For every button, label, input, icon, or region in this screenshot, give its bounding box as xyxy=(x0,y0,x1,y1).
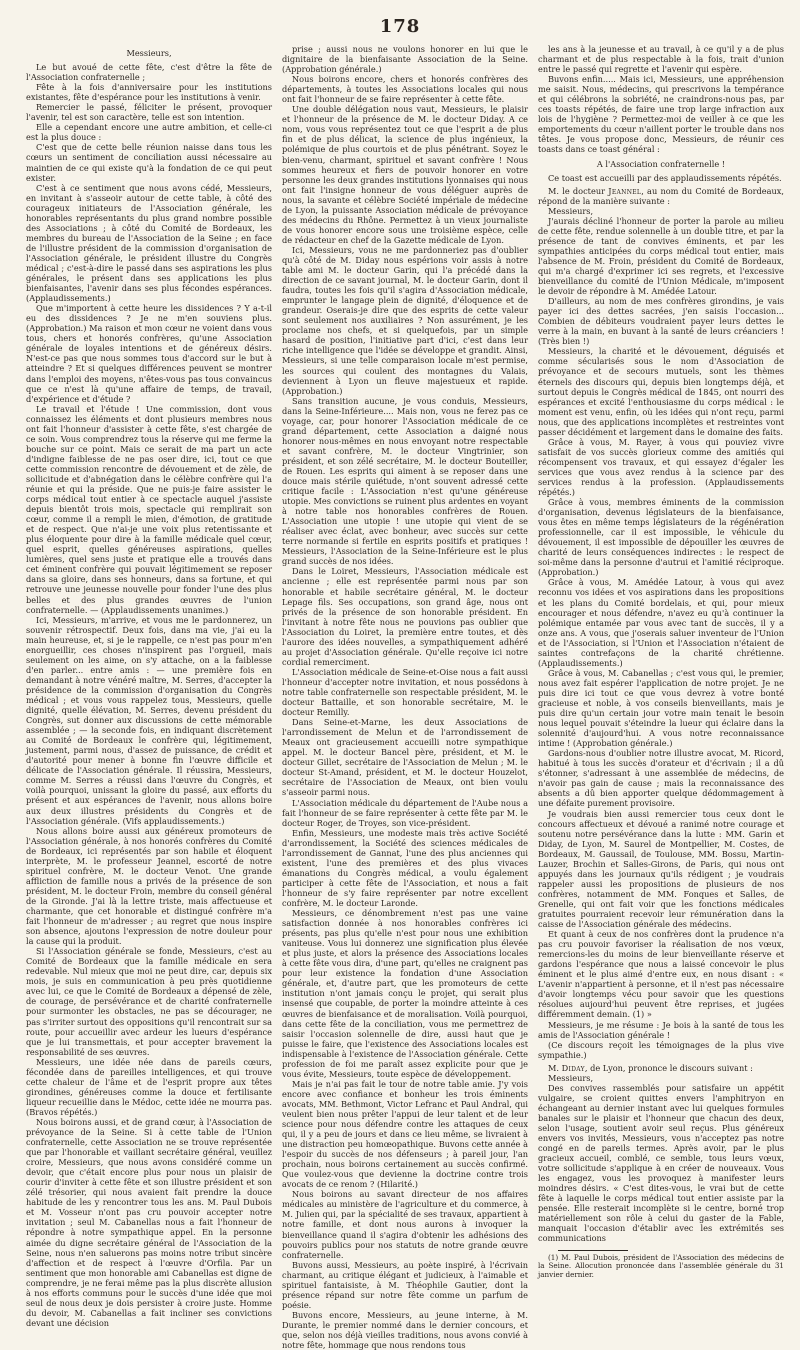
right-column-paragraph: Grâce à vous, M. Cabanellas ; c'est vous qui, le premier, nous avez fait espérer l'application de notre projet. Je ne puis dire ici tout ce que vous devrez à votre bonté gracieuse et noble, à vos conseils bienveillants, mais je puis dire qu'un certain jour votre main tenait le besoin nous lequel pouvait s'éteindre la lueur qui éclaire dans la solennité d'aujourd'hui. A vous notre reconnaissance intime ! (Approbation générale.) xyxy=(538,667,784,749)
right-column-paragraph: Gardons-nous d'oublier notre illustre avocat, M. Ricord, habitué à tous les succès d'orateur et d'écrivain ; il a dû s'étonner, s'adressant à une assemblée de médecins, de n'avoir pas gain de cause ; mais la reconnaissance des absents a dû bien apporter quelque dédommagement à une défaite purement provisoire. xyxy=(538,748,784,809)
middle-column-paragraph: Mais je n'ai pas fait le tour de notre table amie. J'y vois encore avec confiance et bonheur les trois éminents avocats, MM. Bethmont, Victor Lefranc et Paul Andral, qui veulent bien nous prêter l'appui de leur talent et de leur science pour nous défendre contre les attaques de ceux qui, il y a peu de jours et dans ce lieu même, se livraient à une distraction peu homœopathique. Buvons cette année à l'espoir du succès de nos défenseurs ; à pareil jour, l'an prochain, nous boirons certainement au succès confirmé. Que voulez-vous que devienne la doctrine contre trois avocats de ce renom ? (Hilarité.) xyxy=(282,1078,528,1190)
left-column-paragraph: Le but avoué de cette fête, c'est d'être la fête de l'Association confraternelle ; xyxy=(26,62,272,83)
right-column-paragraph: (Ce discours reçoit les témoignages de la plus vive sympathie.) xyxy=(538,1039,784,1060)
middle-column-paragraph: Sans transition aucune, je vous conduis, Messieurs, dans la Seine-Inférieure.... Mais non, vous ne ferez pas ce voyage, car, pour honorer l'Association médicale de ce grand département, cette Association a daigné nous honorer nous-mêmes en nous envoyant notre respectable et savant confrère, M. le docteur Vingtrinier, son président, et son zélé secrétaire, M. le docteur Bouteiller, de Rouen. Les esprits qui aiment à se reposer dans une douce mais stérile quiétude, n'ont souvent adressé cette critique facile : L'Association n'est qu'une généreuse utopie. Mes convictions se ruinent plus ardentes en voyant à notre table nos honorables confrères de Rouen. L'Association une utopie ! une utopie qui vient de se réaliser avec éclat, avec bonheur, avec succès sur cette terre normande si fertile en esprits positifs et pratiques ! Messieurs, l'Association de la Seine-Inférieure est le plus grand succès de nos idées. xyxy=(282,395,528,567)
left-column-paragraph: C'est que de cette belle réunion naisse dans tous les cœurs un sentiment de conciliation aussi nécessaire au maintien de ce qui existe qu'à la fondation de ce qui peut exister. xyxy=(26,142,272,183)
right-column-paragraph xyxy=(538,1063,784,1073)
right-column-paragraph: Messieurs, xyxy=(548,1072,594,1083)
right-column-paragraph: D'ailleurs, au nom de mes confrères girondins, je vais payer ici des dettes sacrées, j'en saisis l'occasion... Combien de débiteurs voudraient payer leurs dettes le verre à la main, en buvant à la santé de leurs créanciers ! (Très bien !) xyxy=(538,296,784,347)
speaker-name: Diday xyxy=(561,1062,585,1073)
right-column-paragraph: Grâce à vous, membres éminents de la commission d'organisation, devenus législateurs de la bienfaisance, vous êtes en même temps législateurs de la régénération professionnelle, car il est impossible, le véhicule du dévouement, il est impossible de dépouiller les œuvres de charité de leurs conséquences indirectes : le respect de soi-même dans la personne d'autrui et l'amitié réciproque. (Approbation.) xyxy=(538,497,784,578)
right-column-body xyxy=(538,44,784,1244)
left-column-paragraph: Ici, Messieurs, m'arrive, et vous me le pardonnerez, un souvenir rétrospectif. Deux fois, dans ma vie, j'ai eu la main heureuse, et, si je le rappelle, ce n'est pas pour m'en enorgueillir, ces choses n'inspirent pas l'orgueil, mais seulement on les aime, on s'y attache, on a la faiblesse d'en parler... entre amis : — une première fois en demandant à notre vénéré maître, M. Serres, d'accepter la présidence de la commission d'organisation du Congrès médical ; et vous vous rappelez tous, Messieurs, quelle dignité, quelle élévation, M. Serres, devenu président du Congrès, sut donner aux discussions de cette mémorable assemblée ; — la seconde fois, en indiquant discrètement au Comité de Bordeaux le confrère qui, légitimement, justement, parmi nous, d'assez de puissance, de crédit et d'autorité pour mener à bonne fin l'œuvre difficile et délicate de l'Association générale. Il réussira, Messieurs, comme M. Serres a réussi dans l'œuvre du Congrès, et voilà pourquoi, unissant la gloire du passé, aux efforts du présent et aux espérances de l'avenir, nous allons boire aux deux illustres présidents du Congrès et de l'Association générale. (Vifs applaudissements.) xyxy=(26,614,272,826)
right-column-paragraph: Ce toast est accueilli par des applaudissements répétés. xyxy=(548,172,782,183)
middle-column-paragraph: Buvons encore, Messieurs, au jeune interne, à M. Durante, le premier nommé dans le dernier concours, et que, selon nos déjà vieilles traditions, nous avons convié à notre fête, hommage que nous rendons tous xyxy=(282,1309,528,1350)
page-number: 178 xyxy=(379,16,421,37)
right-column-paragraph: Messieurs, je me résume : Je bois à la santé de tous les amis de l'Association générale ! xyxy=(538,1019,784,1040)
left-column xyxy=(26,44,272,1328)
left-column-paragraph: Remercier le passé, féliciter le présent, provoquer l'avenir, tel est son caractère, telle est son intention. xyxy=(26,102,272,123)
middle-column-paragraph: Nous boirons encore, chers et honorés confrères des départements, à toutes les Associations locales qui nous ont fait l'honneur de se faire représenter à cette fête. xyxy=(282,74,528,105)
footnote-rule xyxy=(558,1250,628,1251)
middle-column xyxy=(282,44,528,1350)
middle-column-paragraph: Enfin, Messieurs, une modeste mais très active Société d'arrondissement, la Société des sciences médicales de l'arrondissement de Gannat, l'une des plus anciennes qui existent, l'une des premières et des plus vivaces émanations du Congrès médical, a voulu également participer à cette fête de l'Association, et nous a fait l'honneur de s'y faire représenter par notre excellent confrère, M. le docteur Laronde. xyxy=(282,827,528,908)
left-column-paragraph: Si l'Association générale se fonde, Messieurs, c'est au Comité de Bordeaux que la famille médicale en sera redevable. Nul mieux que moi ne peut dire, car, depuis six mois, je suis en communication à peu près quotidienne avec lui, ce que le Comité de Bordeaux a dépensé de zèle, de courage, de persévérance et de charité confraternelle pour surmonter les obstacles, ne pas se décourager, ne pas s'irriter surtout des oppositions qu'il rencontrait sur sa route, pour accueillir avec ardeur les lueurs d'espérance que je lui transmettais, et pour accepter bravement la responsabilité de ses œuvres. xyxy=(26,946,272,1057)
middle-column-paragraph: Dans Seine-et-Marne, les deux Associations de l'arrondissement de Melun et de l'arrondissement de Meaux ont gracieusement accueilli notre sympathique appel. M. le docteur Bancel père, président, et M. le docteur Gillet, secrétaire de l'Association de Melun ; M. le docteur St-Amand, président, et M. le docteur Houzelot, secrétaire de l'Association de Meaux, ont bien voulu s'asseoir parmi nous. xyxy=(282,717,528,798)
left-column-paragraph: Que m'importent à cette heure les dissidences ? Y a-t-il eu des dissidences ? Je ne m'en souviens plus. (Approbation.) Ma raison et mon cœur ne voient dans vous tous, chers et honorés confrères, qu'une Association générale de loyales intentions et de généreux désirs. N'est-ce pas que nous sommes tous d'accord sur le but à atteindre ? Et si quelques différences peuvent se montrer dans l'emploi des moyens, n'êtes-vous pas tous convaincus que ce n'est là qu'une affaire de temps, de travail, d'expérience et d'étude ? xyxy=(26,303,272,404)
speaker-prefix: M. le docteur xyxy=(548,185,609,196)
middle-column-paragraph: L'Association médicale de Seine-et-Oise nous a fait aussi l'honneur d'accepter notre invitation, et nous possédons à notre table confraternelle son respectable président, M. le docteur Battaille, et son honorable secrétaire, M. le docteur Remilly. xyxy=(282,666,528,718)
middle-column-paragraph: Messieurs, ce dénombrement n'est pas une vaine satisfaction donnée à nos honorables confrères ici présents, pas plus qu'elle n'est pour nous une exhibition vaniteuse. Vous lui donnerez une signification plus élevée et plus juste, et alors la présence des Associations locales à cette fête vous dira, d'une part, qu'elles ne craignent pas pour leur existence la fondation d'une Association générale, et, d'autre part, que les promoteurs de cette institution n'ont jamais conçu le projet, qui serait plus insensé que coupable, de porter la moindre atteinte à ces œuvres de bienfaisance et de moralisation. Voilà pourquoi, dans cette fête de la conciliation, vous me permettrez de saisir l'occasion solennelle de dire, aussi haut que je puisse le faire, que l'existence des Associations locales est indispensable à l'existence de l'Association générale. Cette profession de foi me paraît assez explicite pour que je vous évite, Messieurs, toute espèce de développement. xyxy=(282,908,528,1079)
right-column-paragraph: Je voudrais bien aussi remercier tous ceux dont le concours affectueux et dévoué a ranimé notre courage et soutenu notre persévérance dans la lutte : MM. Garin et Diday, de Lyon, M. Saurel de Montpellier, M. Costes, de Bordeaux, M. Gaussail, de Toulouse, MM. Bossu, Martin-Lauzer, Brochin et Salles-Girons, de Paris, qui nous ont appuyés dans les journaux qu'ils rédigent ; je voudrais rappeler aussi les propositions de plusieurs de nos confrères, notamment de MM. Fonques et Salles, de Grenelle, qui ont fait voir que les fonctions médicales gratuites pourraient recevoir leur rémunération dans la caisse de l'Association générale des médecins. xyxy=(538,808,784,930)
right-column-paragraph xyxy=(538,186,784,206)
right-column-paragraph: Et quant à ceux de nos confrères dont la prudence n'a pas cru pouvoir favoriser la réalisation de nos vœux, remercions-les du moins de leur bienveillante réserve et gardons l'espérance que nous a laissé concevoir le plus éminent et le plus aimé d'entre eux, en nous disant : « L'avenir n'appartient à personne, et il n'est pas nécessaire d'avoir longtemps vécu pour savoir que les questions résolues aujourd'hui peuvent être reprises, et jugées différemment demain. (1) » xyxy=(538,929,784,1020)
right-column-paragraph: J'aurais décliné l'honneur de porter la parole au milieu de cette fête, rendue solennelle à un double titre, et par la présence de tant de convives éminents, et par les sympathies anticipées du corps médical tout entier, mais l'absence de M. Froin, président du Comité de Bordeaux, qui m'a chargé d'exprimer ici ses regrets, et l'excessive bienveillance du comité de l'Union Médicale, m'imposent le devoir de répondre à M. Amédée Latour. xyxy=(538,215,784,297)
middle-column-paragraph: Buvons aussi, Messieurs, au poète inspiré, à l'écrivain charmant, au critique élégant et judicieux, à l'aimable et spirituel fantaisiste, à M. Théophile Gautier, dont la présence répand sur notre fête comme un parfum de poésie. xyxy=(282,1259,528,1310)
left-column-paragraph: Le travail et l'étude ! Une commission, dont vous connaissez les éléments et dont plusieurs membres nous ont fait l'honneur d'assister à cette fête, s'est chargée de ce soin. Vous comprendrez tous la réserve qui me ferme la bouche sur ce point. Mais ce serait de ma part un acte d'indigne faiblesse de ne pas oser dire, ici, tout ce que cette commission rencontre de dévouement et de zèle, de sollicitude et d'abnégation dans le célèbre confrère qui l'a réunie et qui la préside. Que ne puis-je faire assister le corps médical tout entier à ce spectacle auquel j'assiste depuis bientôt trois mois, spectacle qui remplirait son cœur, comme il a rempli le mien, d'émotion, de gratitude et de respect. Que n'ai-je une voix plus retentissante et plus éloquente pour dire à la famille médicale quel cœur, quel esprit, quelles généreuses aspirations, quelles lumières, quel sens juste et pratique elle a trouvés dans cet éminent confrère qui pouvait légitimement se reposer dans sa gloire, dans ses honneurs, dans sa fortune, et qui retrouve une jeunesse nouvelle pour fonder l'une des plus belles et des plus grandes œuvres de l'union confraternelle. — (Applaudissements unanimes.) xyxy=(26,403,272,615)
left-column-paragraph: Nous allons boire aussi aux généreux promoteurs de l'Association générale, à nos honorés confrères du Comité de Bordeaux, ici représentés par son habile et éloquent interprète, M. le professeur Jeannel, escorté de notre spirituel confrère, M. le docteur Venot. Une grande affliction de famille nous a privés de la présence de son président, M. le docteur Froin, membre du conseil général de la Gironde. J'ai là la lettre triste, mais affectueuse et charmante, que cet honorable et distingué confrère m'a fait l'honneur de m'adresser ; au regret que nous inspire son absence, ajoutons l'expression de notre douleur pour la cause qui la produit. xyxy=(26,825,272,947)
middle-column-paragraph: prise ; aussi nous ne voulons honorer en lui que le dignitaire de la bienfaisante Association de la Seine. (Approbation générale.) xyxy=(282,44,528,75)
right-column-paragraph: A l'Association confraternelle ! xyxy=(596,158,726,169)
left-column-paragraph: Elle a cependant encore une autre ambition, et celle-ci est la plus douce : xyxy=(26,122,272,143)
right-column-paragraph: Grâce à vous, M. Amédée Latour, à vous qui avez reconnu vos idées et vos aspirations dans les propositions et les plans du Comité bordelais, et qui, pour mieux encourager et nous défendre, n'avez eu qu'à continuer la polémique entamée par vous avec tant de succès, il y a onze ans. A vous, que j'oserais saluer inventeur de l'Union et de l'Association, si l'Union et l'Association n'étaient de saintes contrefaçons de la charité chrétienne. (Applaudissements.) xyxy=(538,577,784,668)
right-column-paragraph: Messieurs, xyxy=(548,205,594,216)
right-column-paragraph: les ans à la jeunesse et au travail, à ce qu'il y a de plus charmant et de plus respectable à la fois, trait d'union entre le passé qui regrette et l'avenir qui espère. xyxy=(538,44,784,75)
middle-column-paragraph: Une double délégation nous vaut, Messieurs, le plaisir et l'honneur de la présence de M. le docteur Diday. A ce nom, vous vous représentez tout ce que l'esprit a de plus fin et de plus délicat, la science de plus ingénieux, la polémique de plus courtois et de plus pénétrant. Soyez le bien-venu, charmant, spirituel et savant confrère ! Nous sommes heureux et fiers de pouvoir honorer en votre personne les deux grandes institutions lyonnaises qui nous ont fait l'insigne honneur de vous déléguer auprès de nous, la savante et célèbre Société impériale de médecine de Lyon, la puissante Association médicale de prévoyance des médecins du Rhône. Permettez à un vieux journaliste de vous honorer encore sous une troisième espèce, celle de rédacteur en chef de la Gazette médicale de Lyon. xyxy=(282,104,528,245)
left-column-paragraph: Messieurs, une idée née dans de pareils cœurs, fécondée dans de pareilles intelligences, et qui trouve cette chaleur de l'âme et de l'esprit propre aux têtes girondines, généreuses comme la douce et fertilisante liqueur recueillie dans le Médoc, cette idée ne mourra pas. (Bravos répétés.) xyxy=(26,1056,272,1117)
middle-column-paragraph: Ici, Messieurs, vous ne me pardonneriez pas d'oublier qu'à côté de M. Diday nous espérions voir assis à notre table ami M. le docteur Garin, qui l'a précédé dans la direction de ce savant journal, M. le docteur Garin, dont il faudra, toutes les fois qu'il s'agira d'Association médicale, emprunter le langage plein de dignité, d'éloquence et de grandeur. Oserais-je dire que des esprits de cette valeur sont seulement nos auxiliaires ? Non assurément, je les proclame nos chefs, et si quelquefois, par un simple hasard de position, l'initiative part d'ici, c'est dans leur riche intelligence que l'idée se développe et grandit. Ainsi, Messieurs, si une telle comparaison locale m'est permise, les sources qui coulent des montagnes du Valais, deviennent à Lyon un fleuve majestueux et rapide. (Approbation.) xyxy=(282,244,528,396)
speaker-prefix: M. xyxy=(548,1062,562,1073)
right-column-paragraph: Grâce à vous, M. Rayer, à vous qui pouviez vivre satisfait de vos succès glorieux comme des amitiés qui récompensent vos travaux, et qui essayez d'égaler les services que vous avez rendus à la science par des services rendus à la profession. (Applaudissements répétés.) xyxy=(538,436,784,498)
right-column-paragraph: Messieurs, la charité et le dévouement, déguisés et comme sécularisés sous le nom d'Association de prévoyance et de secours mutuels, sont les thèmes éternels des discours qui, depuis bien longtemps déjà, et surtout depuis le Congrès médical de 1845, ont nourri des espérances et excité l'enthousiasme du corps médical : le moment est venu, enfin, où les idées qui n'ont reçu, parmi nous, que des applications incomplètes et restreintes vont passer décidément et largement dans le domaine des faits. xyxy=(538,346,784,437)
speaker-text: , au nom du Comité de Bordeaux, répond de la manière suivante : xyxy=(538,185,784,206)
middle-column-paragraph: Dans le Loiret, Messieurs, l'Association médicale est ancienne ; elle est représentée parmi nous par son honorable et habile secrétaire général, M. le docteur Lepage fils. Ses occupations, son grand âge, nous ont privés de la présence de son honorable président. En l'invitant à notre fête nous ne pouvions pas oublier que l'Association du Loiret, la première entre toutes, et dès l'aurore des idées nouvelles, a sympathiquement adhéré au projet d'Association générale. Qu'elle reçoive ici notre cordial remerciment. xyxy=(282,566,528,667)
left-column-paragraph: Nous boirons aussi, et de grand cœur, à l'Association de prévoyance de la Seine. Si à cette table de l'Union confraternelle, cette Association ne se trouve représentée que par l'honorable et vaillant secrétaire général, veuillez croire, Messieurs, que nous avons considéré comme un devoir, que c'était encore plus pour nous un plaisir de courir d'inviter à cette fête et son illustre président et son zélé trésorier, qui nous avaient fait prendre la douce habitude de les y rencontrer tous les ans. M. Paul Dubois et M. Vosseur n'ont pas cru pouvoir accepter notre invitation ; seul M. Cabanellas nous a fait l'honneur de répondre à notre sympathique appel. En la personne aimée du digne secrétaire général de l'Association de la Seine, nous n'en saluerons pas moins notre tribut sincère d'affection et de respect à l'œuvre d'Orfila. Par un sentiment que mon honorable ami Cabanellas est digne de comprendre, je ne ferai même pas la plus discrète allusion à nos efforts communs pour le succès d'une idée que moi seul de nous deux je dois persister à croire juste. Homme du devoir, M. Cabanellas a fait incliner ses convictions devant une décision xyxy=(26,1116,272,1328)
right-column-paragraph: Buvons enfin..... Mais ici, Messieurs, une appréhension me saisit. Nous, médecins, qui prescrivons la tempérance et qui célébrons la sobriété, ne craindrons-nous pas, par ces toasts répétés, de faire une trop large infraction aux lois de l'hygiène ? Permettez-moi de veiller à ce que les emportements du cœur n'aillent porter le trouble dans nos têtes. Je vous propose donc, Messieurs, de réunir ces toasts dans ce toast général : xyxy=(538,74,784,155)
speaker-name: Jeannel xyxy=(608,185,642,196)
right-column-paragraph: Des convives rassemblés pour satisfaire un appétit vulgaire, se croient quittes envers l'amphitryon en échangeant au dernier instant avec lui quelques formules banales sur le plaisir et l'honneur que chacun des deux, selon l'usage, soutient avoir seul reçus. Plus généreux envers vos invités, Messieurs, vous n'acceptez pas notre congé en de pareils termes. Après avoir, par le plus gracieux accueil, comblé, ce semble, tous leurs vœux, votre sollicitude s'applique à en créer de nouveaux. Vous les engagez, vous les provoquez à manifester leurs moindres désirs. « C'est dites-vous, le vrai but de cette fête à laquelle le corps médical tout entier assiste par la pensée. Elle resterait incomplète si le centre, borné trop matériellement son rôle à celui du gaster de la Fable, manquait l'occasion d'établir avec les extrémités ses communications xyxy=(538,1082,784,1244)
left-column-paragraph: Fête à la fois d'anniversaire pour les institutions existantes, fête d'espérance pour les institutions à venir. xyxy=(26,82,272,103)
middle-column-paragraph: L'Association médicale du département de l'Aube nous a fait l'honneur de se faire représenter à cette fête par M. le docteur Roger, de Troyes, son vice-président. xyxy=(282,797,528,828)
left-column-paragraph: C'est à ce sentiment que nous avons cédé, Messieurs, en invitant à s'asseoir autour de cette table, à côté des courageux initiateurs de l'Association générale, les honorables représentants du plus grand nombre possible des Associations ; à côté du Comité de Bordeaux, les membres du bureau de l'Association de la Seine ; en face de l'illustre président de la commission d'organisation de l'Association générale, le président illustre du Congrès médical ; c'est-à-dire le passé dans ses aspirations les plus générales, le présent dans ses applications les plus bienfaisantes, l'avenir dans ses plus fécondes espérances. (Applaudissements.) xyxy=(26,182,272,304)
left-column-paragraph: Messieurs, xyxy=(126,48,172,58)
middle-column-paragraph: Nous boirons au savant directeur de nos affaires médicales au ministère de l'agriculture et du commerce, à M. Julien qui, par la spécialité de ses travaux, appartient à notre famille, et dont nous aurons à invoquer la bienveillance quand il s'agira d'obtenir les adhésions des pouvoirs publics pour nos statuts de notre grande œuvre confraternelle. xyxy=(282,1189,528,1260)
right-column xyxy=(538,44,784,1279)
footnote: (1) M. Paul Dubois, président de l'Association des médecins de la Seine. Allocution prononcée dans l'assemblée générale du 31 janvier dernier. xyxy=(538,1252,784,1279)
speaker-text: , de Lyon, prononce le discours suivant : xyxy=(584,1062,753,1073)
